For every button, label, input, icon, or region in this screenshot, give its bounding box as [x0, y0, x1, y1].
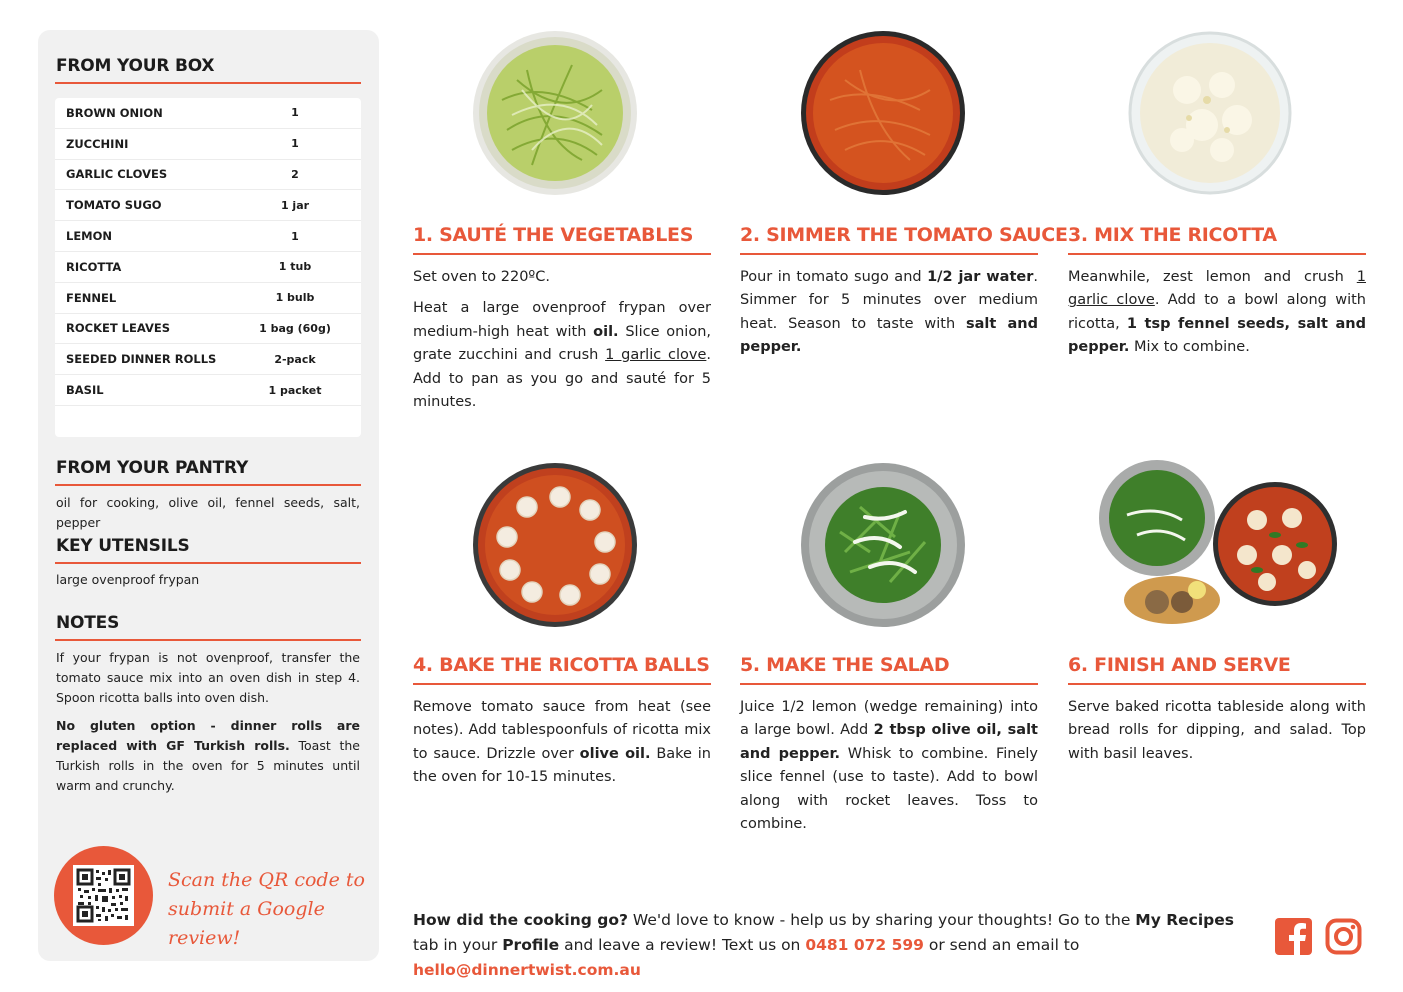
text: Mix to combine.: [1129, 339, 1250, 356]
table-row: [55, 221, 361, 252]
text-underline: 1 garlic clove: [605, 347, 707, 364]
table-row: [55, 160, 361, 191]
step-6-title: 6. FINISH AND SERVE: [1068, 654, 1291, 676]
ingredient-qty: 1: [291, 137, 299, 151]
table-row: [55, 375, 361, 406]
text-underline: 1 garlic clove: [1068, 269, 1366, 309]
text-bold: 1 tsp fennel seeds, salt and pepper.: [1068, 315, 1366, 356]
step-4-title: 4. BAKE THE RICOTTA BALLS: [413, 654, 710, 676]
ingredient-qty: 1 jar: [280, 198, 310, 212]
qr-code-icon[interactable]: [73, 865, 134, 926]
profile-label: Profile: [502, 936, 560, 954]
divider: [1068, 683, 1366, 685]
text: or send an email to: [923, 936, 1080, 954]
text: Remove tomato sauce from heat (see notes). Add tablespoonfuls of ricotta mix to sauce. Drizzle over: [413, 699, 711, 762]
text: . Simmer for 5 minutes over medium heat. Season to taste with: [740, 269, 1038, 332]
ingredient-name: BROWN ONION: [66, 105, 163, 120]
pantry-text: oil for cooking, olive oil, fennel seeds, salt, pepper: [56, 495, 360, 530]
qr-caption-line: submit a Google review!: [168, 898, 325, 949]
text: and leave a review! Text us on: [559, 936, 806, 954]
step-1-title: 1. SAUTÉ THE VEGETABLES: [413, 224, 694, 246]
ingredient-qty: 2-pack: [274, 352, 316, 366]
step-3-title: 3. MIX THE RICOTTA: [1068, 224, 1277, 246]
footer-review-text: [413, 908, 1263, 983]
step-5-text: [740, 696, 1038, 844]
table-row: [55, 314, 361, 345]
ingredient-qty: 1 bag (60g): [259, 321, 331, 335]
email-link[interactable]: hello@dinnertwist.com.au: [413, 961, 641, 979]
notes-gluten-bold: No gluten option - dinner rolls are replaced with GF Turkish rolls.: [56, 718, 360, 753]
my-recipes-label: My Recipes: [1135, 911, 1234, 929]
divider: [1068, 253, 1366, 255]
qr-caption: [168, 866, 368, 953]
ingredient-name: GARLIC CLOVES: [66, 167, 168, 182]
text: tab in your: [413, 936, 503, 954]
ingredient-qty: 1 packet: [268, 383, 322, 397]
table-row: [55, 129, 361, 160]
divider: [55, 484, 361, 486]
step-2-photo: [800, 30, 966, 196]
notes-text-2: [56, 716, 360, 796]
text-bold: oil.: [593, 323, 619, 340]
text-bold: salt and pepper.: [740, 315, 1038, 356]
divider: [413, 683, 711, 685]
sidebar: [38, 30, 379, 961]
divider: [740, 253, 1038, 255]
step-1-photo: [472, 30, 638, 196]
ingredient-name: TOMATO SUGO: [66, 198, 162, 213]
pantry-title: FROM YOUR PANTRY: [56, 458, 249, 478]
text: . Add to a bowl along with ricotta,: [1068, 292, 1366, 332]
table-row: [55, 98, 361, 129]
table-row: [55, 344, 361, 375]
ingredient-qty: 1: [291, 229, 299, 243]
step-4-p1: [413, 696, 711, 790]
step-3-p1: [1068, 266, 1366, 360]
text-bold: 1/2 jar water: [927, 269, 1034, 285]
step-2-text: [740, 266, 1038, 368]
step-3-photo: [1127, 30, 1293, 196]
qr-badge: [54, 846, 153, 945]
ingredient-name: BASIL: [66, 383, 104, 398]
step-2-title: 2. SIMMER THE TOMATO SAUCE: [740, 224, 1068, 246]
ingredient-name: FENNEL: [66, 290, 117, 305]
divider: [55, 562, 361, 564]
notes-p1: If your frypan is not ovenproof, transfer the tomato sauce mix into an oven dish in step 4. Spoon ricotta balls into oven dish.: [56, 650, 360, 705]
table-row: [55, 252, 361, 283]
facebook-icon[interactable]: [1275, 918, 1312, 955]
ingredient-qty: 1 bulb: [275, 291, 315, 305]
step-4-photo: [472, 462, 638, 628]
ingredient-qty: 1: [291, 106, 299, 120]
step-1-p2: [413, 297, 711, 414]
step-2-p1: [740, 266, 1038, 360]
divider: [740, 683, 1038, 685]
notes-gluten-rest: Toast the Turkish rolls in the oven for 5 minutes until warm and crunchy.: [56, 738, 360, 793]
text: Meanwhile, zest lemon and crush: [1068, 269, 1357, 285]
ingredient-name: LEMON: [66, 229, 113, 244]
step-1-text: [413, 266, 711, 422]
notes-text: [56, 648, 360, 708]
divider: [55, 639, 361, 641]
ingredient-qty: 2: [291, 167, 299, 181]
step-5-p1: [740, 696, 1038, 836]
table-row: [55, 190, 361, 221]
footer-question: How did the cooking go?: [413, 911, 628, 929]
utensils-title: KEY UTENSILS: [56, 536, 190, 556]
ingredient-name: ROCKET LEAVES: [66, 321, 171, 336]
step-6-p1: Serve baked ricotta tableside along with bread rolls for dipping, and salad. Top with basil leaves.: [1068, 699, 1366, 762]
instagram-icon[interactable]: [1325, 918, 1362, 955]
divider: [55, 82, 361, 84]
divider: [413, 253, 711, 255]
step-5-title: 5. MAKE THE SALAD: [740, 654, 950, 676]
step-6-photo: [1097, 460, 1337, 630]
text: . Add to pan as you go and sauté for 5 minutes.: [413, 347, 711, 411]
step-6-text: [1068, 696, 1366, 774]
text: Pour in tomato sugo and: [740, 269, 928, 285]
text: Slice onion, grate zucchini and crush: [413, 323, 711, 364]
qr-caption-line: Scan the QR code to: [168, 869, 365, 891]
step-4-text: [413, 696, 711, 798]
notes-title: NOTES: [56, 613, 120, 633]
step-3-text: [1068, 266, 1366, 368]
step-1-p1: Set oven to 220ºC.: [413, 269, 550, 285]
step-5-photo: [800, 462, 966, 628]
box-title: FROM YOUR BOX: [56, 56, 215, 76]
phone-link[interactable]: 0481 072 599: [805, 936, 924, 954]
text: Bake in the oven for 10-15 minutes.: [413, 745, 711, 786]
text: Heat a large ovenproof frypan over medium-high heat with: [413, 300, 711, 340]
ingredient-name: ZUCCHINI: [66, 136, 129, 151]
text-bold: 2 tbsp olive oil, salt and pepper.: [740, 722, 1038, 762]
table-row: [55, 283, 361, 314]
ingredient-name: RICOTTA: [66, 259, 122, 274]
ingredient-qty: 1 tub: [278, 260, 312, 274]
text: Juice 1/2 lemon (wedge remaining) into a large bowl. Add: [740, 699, 1038, 739]
text: We'd love to know - help us by sharing your thoughts! Go to the: [627, 911, 1136, 929]
text-bold: olive oil.: [579, 745, 651, 762]
text: Whisk to combine. Finely slice fennel (use to taste). Add to bowl along with rocket leaves. Toss to combine.: [740, 745, 1038, 833]
ingredient-name: SEEDED DINNER ROLLS: [66, 352, 217, 367]
utensils-text: large ovenproof frypan: [56, 572, 200, 587]
box-ingredients-table: [55, 98, 361, 437]
